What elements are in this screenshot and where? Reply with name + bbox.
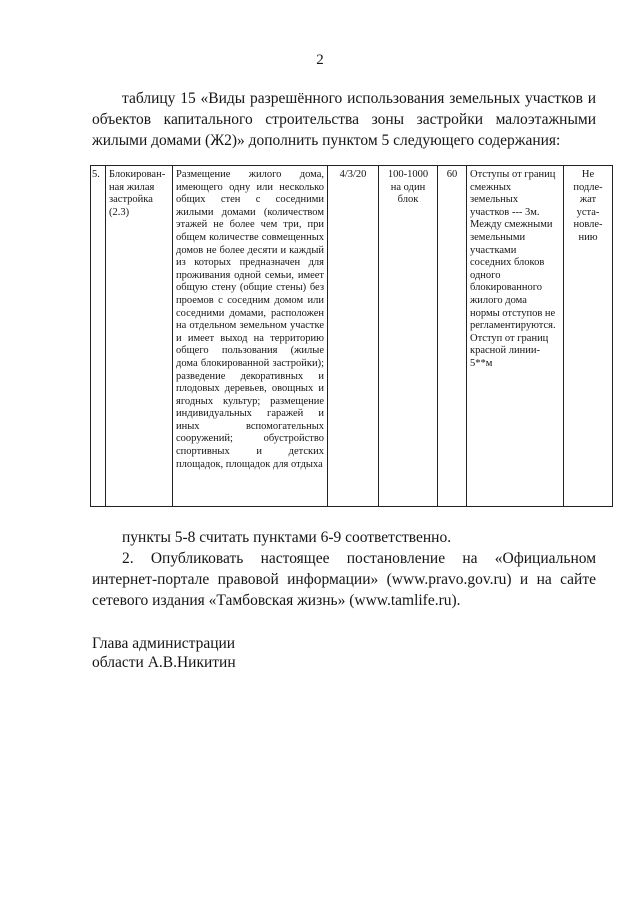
coverage-percent-cell: 60 bbox=[438, 166, 467, 507]
use-type-cell: Блокирован- ная жилая застройка (2.3) bbox=[106, 166, 173, 507]
plot-area-cell: 100-1000 на один блок bbox=[379, 166, 438, 507]
signature-name: области А.В.Никитин bbox=[92, 654, 236, 671]
signature-title: Глава администрации bbox=[92, 635, 236, 652]
description-cell: Размещение жилого дома, имеющего одну или несколько общих стен с соседними жилыми домами (количеством этажей не более чем три, при общем количестве совмещенных домов не более десяти и каждый из которых предназначен для проживания одной семьи, имеет общую стену (общие стены) без проемов с соседним домом или соседними домами, расположен на отдельном земельном участке и имеет выход на территорию общего пользования (жилые дома блокированной застройки); разведение декоративных и плодовых деревьев, овощных и ягодных культур; размещение индивидуальных гаражей и иных вспомогательных сооружений; обустройство спортивных и детских площадок, площадок для отдыха bbox=[173, 166, 328, 507]
closing-line: интернет-портале правовой информации» (www.pravo.gov.ru) и на сайте bbox=[92, 571, 596, 588]
row-number-cell: 5. bbox=[91, 166, 106, 507]
page-number: 2 bbox=[316, 52, 324, 68]
closing-line: сетевого издания «Тамбовская жизнь» (www.tamlife.ru). bbox=[92, 592, 461, 609]
closing-paragraph bbox=[92, 527, 596, 611]
intro-line: жилыми домами (Ж2)» дополнить пунктом 5 следующего содержания: bbox=[92, 132, 561, 149]
note-cell: Не подле- жат уста- новле- нию bbox=[564, 166, 613, 507]
closing-line: пункты 5-8 считать пунктами 6-9 соответственно. bbox=[122, 529, 452, 546]
table-row bbox=[91, 166, 613, 507]
setback-cell: Отступы от границ смежных земельных участков --- 3м. Между смежными земельными участками соседних блоков одного блокированного жилого дома нормы отступов не регламентируются. Отступ от границ красной линии- 5**м bbox=[467, 166, 564, 507]
land-use-table bbox=[90, 165, 613, 507]
intro-line: таблицу 15 «Виды разрешённого использования земельных участков и bbox=[122, 90, 596, 107]
intro-paragraph bbox=[92, 88, 596, 151]
floors-cell: 4/3/20 bbox=[328, 166, 379, 507]
closing-line: 2. Опубликовать настоящее постановление на «Официальном bbox=[122, 550, 596, 567]
intro-line: объектов капитального строительства зоны застройки малоэтажными bbox=[92, 111, 596, 128]
signature-block bbox=[92, 634, 236, 672]
